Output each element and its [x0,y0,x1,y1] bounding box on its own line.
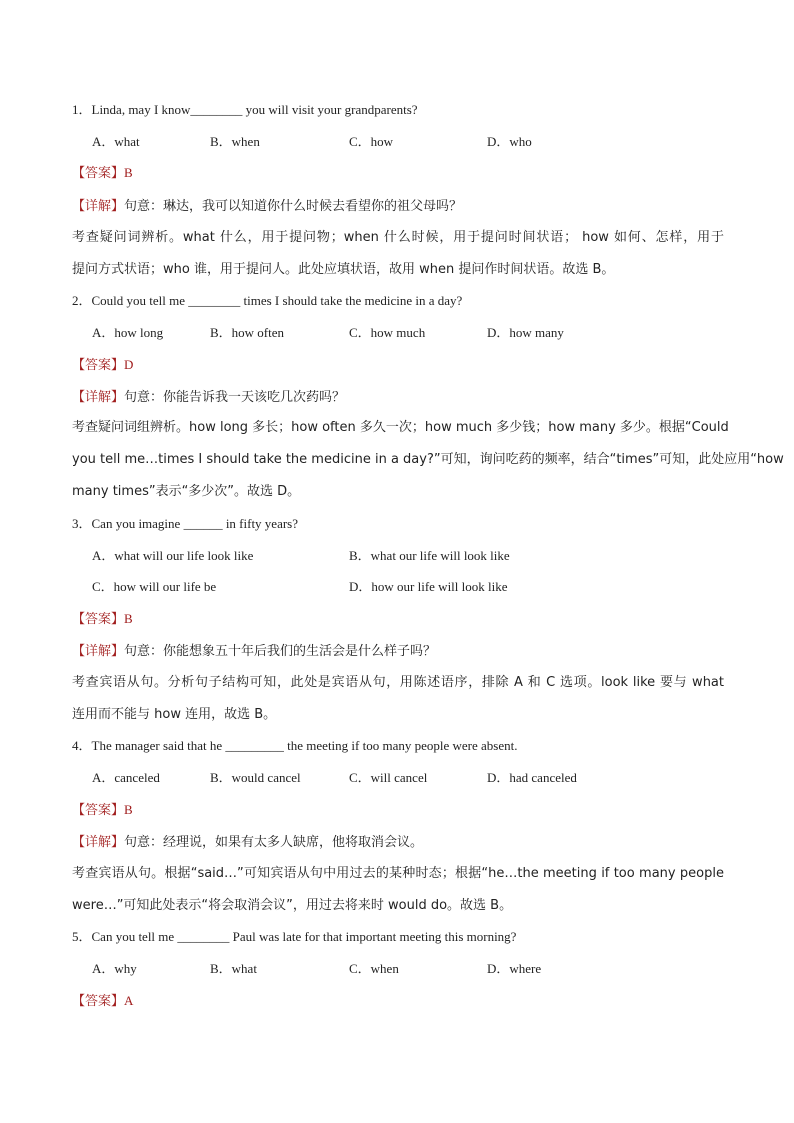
detail-tag: 【详解】 [72,199,125,214]
q4-option-c: C．will cancel [349,770,428,785]
q5-option-d: D．where [487,961,542,976]
q4-answer [72,801,724,820]
q4-option-b: B．would cancel [210,770,301,785]
q5-option-b: B．what [210,961,257,976]
q2-option-c: C．how much [349,325,426,340]
answer-value: A [124,993,134,1008]
meaning-text: 句意：经理说，如果有太多人缺席，他将取消会议。 [124,835,424,850]
q3-option-c: C．how will our life be [92,579,217,594]
q1-option-b: B．when [210,134,260,149]
q2-detail [72,388,724,407]
detail-tag: 【详解】 [72,835,125,850]
q1-explain-line-2: 提问方式状语；who 谁，用于提问人。此处应填状语，故用 when 提问作时间状语。故选 B。 [72,262,615,277]
answer-value: B [124,611,133,626]
q2-explain-line-3: many times”表示“多少次”。故选 D。 [72,484,301,499]
question-1-stem: 1．Linda, may I know________ you will visit your grandparents? [72,102,418,117]
q2-explain-line-2: you tell me…times I should take the medicine in a day?”可知，询问吃药的频率，结合“times”可知，此处应用“how [72,452,784,467]
q4-explain-line-2: were…”可知此处表示“将会取消会议”，用过去将来时 would do。故选 B。 [72,898,513,913]
q2-answer [72,356,724,375]
detail-tag: 【详解】 [72,390,125,405]
question-2-stem: 2．Could you tell me ________ times I should take the medicine in a day? [72,293,463,308]
q4-explain-line-1: 考查宾语从句。根据“said…”可知宾语从句中用过去的某种时态；根据“he…the meeting if too many people [72,866,724,881]
q1-option-d: D．who [487,134,532,149]
q2-option-b: B．how often [210,325,285,340]
answer-value: B [124,165,133,180]
q3-option-a: A．what will our life look like [92,548,254,563]
q3-explain-line-1: 考查宾语从句。分析句子结构可知，此处是宾语从句，用陈述语序，排除 A 和 C 选项。look like 要与 what [72,675,724,690]
q3-option-d: D．how our life will look like [349,579,508,594]
q1-option-c: C．how [349,134,394,149]
q5-answer [72,992,724,1011]
answer-value: D [124,357,134,372]
answer-tag: 【答案】 [72,803,125,818]
question-3-stem: 3．Can you imagine ______ in fifty years? [72,516,299,531]
meaning-text: 句意：你能告诉我一天该吃几次药吗？ [124,390,346,405]
meaning-text: 句意：你能想象五十年后我们的生活会是什么样子吗？ [124,644,437,659]
answer-tag: 【答案】 [72,166,125,181]
q4-option-a: A．canceled [92,770,160,785]
q3-explain-line-2: 连用而不能与 how 连用，故选 B。 [72,707,277,722]
q1-option-a: A．what [92,134,140,149]
meaning-text: 句意：琳达，我可以知道你什么时候去看望你的祖父母吗？ [124,199,463,214]
detail-tag: 【详解】 [72,644,125,659]
answer-value: B [124,802,133,817]
q4-option-d: D．had canceled [487,770,577,785]
q4-detail [72,833,724,852]
q3-answer [72,610,724,629]
q2-explain-line-1: 考查疑问词组辨析。how long 多长；how often 多久一次；how much 多少钱；how many 多少。根据“Could [72,420,729,435]
q3-option-b: B．what our life will look like [349,548,510,563]
q2-option-a: A．how long [92,325,164,340]
q1-answer [72,164,724,183]
question-5-stem: 5．Can you tell me ________ Paul was late for that important meeting this morning? [72,929,517,944]
q1-detail [72,197,724,216]
answer-tag: 【答案】 [72,358,125,373]
q5-option-a: A．why [92,961,137,976]
answer-tag: 【答案】 [72,994,125,1009]
q1-explain-line-1: 考查疑问词辨析。what 什么，用于提问物；when 什么时候，用于提问时间状语； how 如何、怎样，用于 [72,230,724,245]
answer-tag: 【答案】 [72,612,125,627]
q3-detail [72,642,724,661]
question-4-stem: 4．The manager said that he _________ the meeting if too many people were absent. [72,738,518,753]
q5-option-c: C．when [349,961,399,976]
q2-option-d: D．how many [487,325,564,340]
